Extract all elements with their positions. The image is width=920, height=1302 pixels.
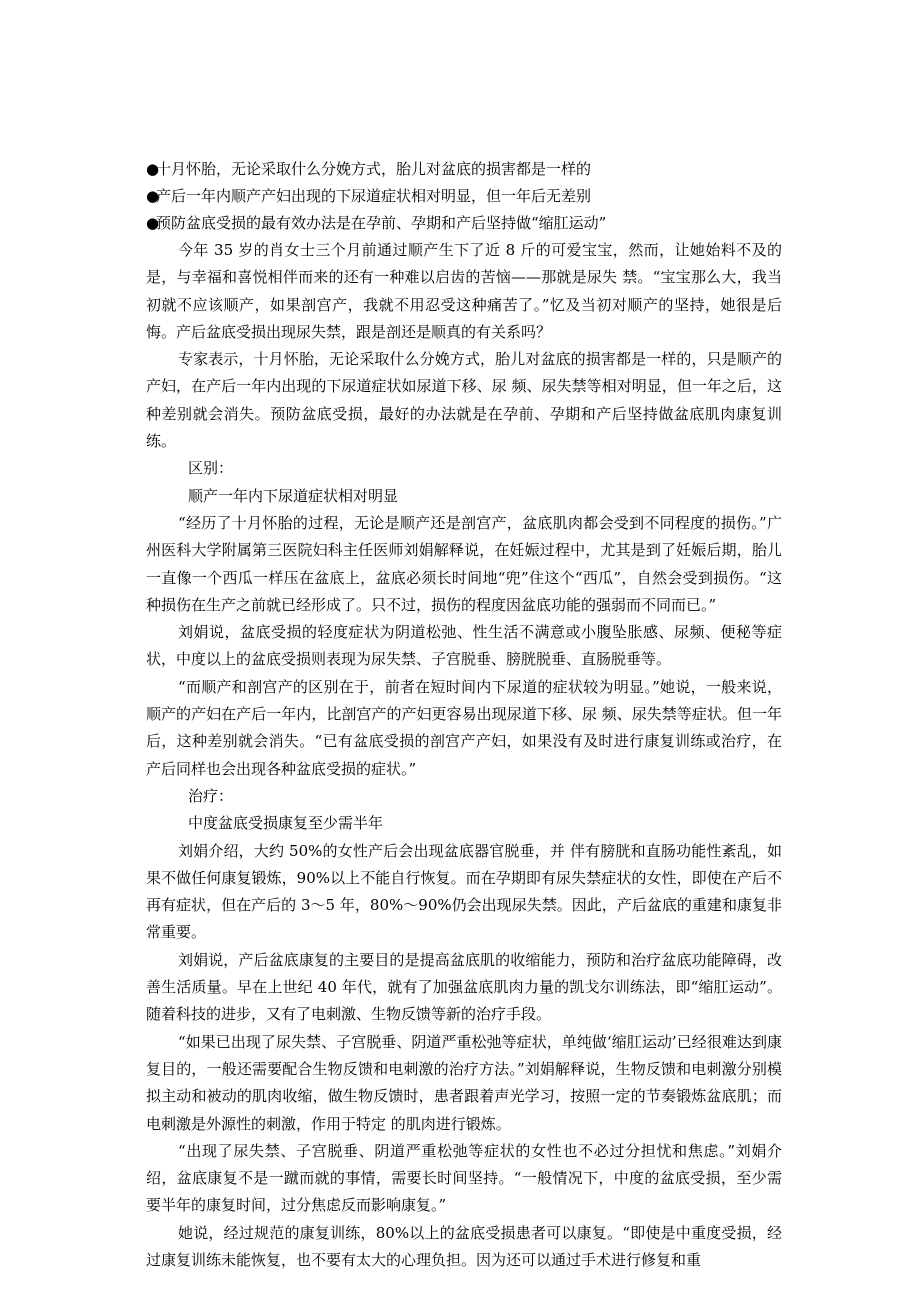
body-paragraph: 今年 35 岁的肖女士三个月前通过顺产生下了近 8 斤的可爱宝宝，然而，让她始料不及的是，与幸福和喜悦相伴而来的还有一种难以启齿的苦恼——那就是尿失 禁。“宝宝那么大，我当初就不应该顺产，如果剖宫产，我就不用忍受这种痛苦了。”忆及当初对顺产的坚持，她很是后悔。产后盆底受损出现尿失禁，跟是剖还是顺真的有关系吗？ [146,241,782,341]
body-paragraph: 刘娟说，产后盆底康复的主要目的是提高盆底肌的收缩能力，预防和治疗盆底功能障碍，改善生活质量。早在上世纪 40 年代，就有了加强盆底肌肉力量的凯戈尔训练法，即“缩肛运动”。随着科技的进步，又有了电刺激、生物反馈等新的治疗手段。 [146,950,782,1024]
document-body [146,156,782,1274]
body-paragraph: “而顺产和剖宫产的区别在于，前者在短时间内下尿道的症状较为明显。”她说，一般来说，顺产的产妇在产后一年内，比剖宫产的产妇更容易出现尿道下移、尿 频、尿失禁等症状。但一年后，这种差别就会消失。“已有盆底受损的剖宫产产妇，如果没有及时进行康复训练或治疗，在产后同样也会出现各种盆底受损的症状。” [146,677,782,778]
bullet-text: 十月怀胎，无论采取什么分娩方式，胎儿对盆底的损害都是一样的 [156,160,592,178]
summary-bullet [146,210,782,237]
bullet-mark: ● [146,214,160,232]
body-paragraph: 她说，经过规范的康复训练，80%以上的盆底受损患者可以康复。“即使是中重度受损，经过康复训练未能恢复，也不要有太大的心理负担。因为还可以通过手术进行修复和重 [146,1223,782,1269]
summary-bullet [146,156,782,183]
bullet-mark: ● [146,187,160,205]
section-label: 治疗： [188,786,234,805]
body-paragraph: “经历了十月怀胎的过程，无论是顺产还是剖宫产，盆底肌肉都会受到不同程度的损伤。”广州医科大学附属第三医院妇科主任医师刘娟解释说，在妊娠过程中，尤其是到了妊娠后期，胎儿一直像一个西瓜一样压在盆底上，盆底必须长时间地“兜”住这个“西瓜”，自然会受到损伤。“这种损伤在生产之前就已经形成了。只不过，损伤的程度因盆底功能的强弱而不同而已。” [146,513,782,614]
bullet-text: 产后一年内顺产产妇出现的下尿道症状相对明显，但一年后无差别 [156,187,592,205]
section-heading: 顺产一年内下尿道症状相对明显 [188,486,399,505]
section-heading: 中度盆底受损康复至少需半年 [188,814,384,833]
bullet-text: 预防盆底受损的最有效办法是在孕前、孕期和产后坚持做“缩肛运动” [156,214,607,232]
body-paragraph: “出现了尿失禁、子宫脱垂、阴道严重松弛等症状的女性也不必过分担忧和焦虑。”刘娟介绍，盆底康复不是一蹴而就的事情，需要长时间坚持。“一般情况下，中度的盆底受损，至少需要半年的康复时间，过分焦虑反而影响康复。” [146,1141,782,1215]
body-paragraph: 刘娟说，盆底受损的轻度症状为阴道松弛、性生活不满意或小腹坠胀感、尿频、便秘等症状，中度以上的盆底受损则表现为尿失禁、子宫脱垂、膀胱脱垂、直肠脱垂等。 [146,623,782,669]
summary-bullet [146,183,782,210]
body-paragraph: 专家表示，十月怀胎，无论采取什么分娩方式，胎儿对盆底的损害都是一样的，只是顺产的产妇，在产后一年内出现的下尿道症状如尿道下移、尿 频、尿失禁等相对明显，但一年之后，这种差别就会消失。预防盆底受损，最好的办法就是在孕前、孕期和产后坚持做盆底肌肉康复训练。 [146,350,782,451]
body-paragraph: 刘娟介绍，大约 50%的女性产后会出现盆底器官脱垂，并 伴有膀胱和直肠功能性紊乱，如果不做任何康复锻炼，90%以上不能自行恢复。而在孕期即有尿失禁症状的女性，即使在产后不再有症状，但在产后的 3～5 年，80%～90%仍会出现尿失禁。因此，产后盆底的重建和康复非常重要。 [146,841,782,942]
section-label: 区别： [188,459,234,478]
summary-bullet-list [146,156,782,237]
body-paragraph: “如果已出现了尿失禁、子宫脱垂、阴道严重松弛等症状，单纯做‘缩肛运动’已经很难达到康复目的，一般还需要配合生物反馈和电刺激的治疗方法。”刘娟解释说，生物反馈和电刺激分别模拟主动和被动的肌肉收缩，做生物反馈时，患者跟着声光学习，按照一定的节奏锻炼盆底肌；而电刺激是外源性的刺激，作用于特定 的肌肉进行锻炼。 [146,1032,782,1133]
bullet-mark: ● [146,160,160,178]
